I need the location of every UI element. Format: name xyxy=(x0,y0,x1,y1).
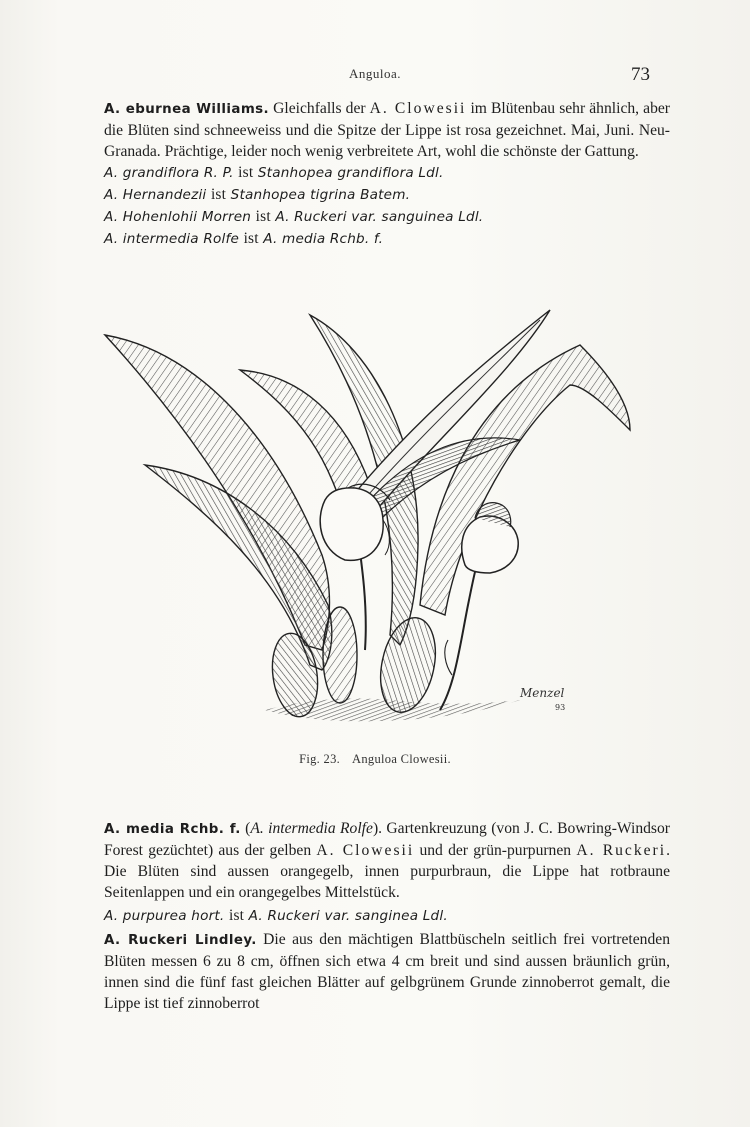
artist-signature: Menzel xyxy=(520,686,565,700)
entry-ref-clowesii: A. Clowesii xyxy=(316,842,415,859)
figure-title: Anguloa Clowesii. xyxy=(352,752,451,766)
synonym-line xyxy=(104,228,670,250)
leaf-right-drooping xyxy=(420,345,630,615)
synonym-is: ist xyxy=(210,186,227,203)
page-number: 73 xyxy=(631,64,650,85)
bottom-text-block xyxy=(104,818,670,1014)
synonym-intermedia: A. intermedia Rolfe xyxy=(250,820,373,837)
synonym-name: A. intermedia Rolfe xyxy=(104,231,240,247)
synonym-is: ist xyxy=(238,164,254,181)
synonym-name: A. Hernandezii xyxy=(104,187,207,203)
entry-name-eburnea: A. eburnea Williams. xyxy=(104,102,270,117)
entry-name-media: A. media Rchb. f. xyxy=(104,822,241,837)
synonym-target: A. media Rchb. f. xyxy=(263,231,384,247)
entry-text-b: und der grün-purpurnen xyxy=(414,842,577,859)
entry-text-b: im Blütenbau sehr ähnlich, aber die Blüten sind schneeweiss und die Spitze der Lippe ist rosa gezeichnet. Mai, Juni. Neu-Granada. Prächtige, leider noch wenig verbreitete Art, wohl die schönste der Gattung. xyxy=(104,100,670,160)
entry-ref-clowesii: A. Clowesii xyxy=(369,100,467,117)
entry-media xyxy=(104,818,670,903)
artist-signature-year: 93 xyxy=(555,703,566,712)
synonym-name: A. Hohenlohii Morren xyxy=(104,209,252,225)
synonym-target: A. Ruckeri var. sanguinea Ldl. xyxy=(275,209,484,225)
synonym-name: A. purpurea hort. xyxy=(104,908,225,924)
synonym-name: A. grandiflora R. P. xyxy=(104,165,234,181)
entry-ruckeri xyxy=(104,929,670,1014)
entry-ref-ruckeri: A. Ruckeri xyxy=(576,842,667,859)
pseudobulb xyxy=(323,607,357,703)
synonym-is: ist xyxy=(255,208,271,225)
entry-eburnea xyxy=(104,98,670,162)
paren-close: ). xyxy=(372,820,383,837)
entry-text: Die aus den mächtigen Blattbüscheln seitlich frei vortretenden Blüten messen 6 zu 8 cm, öffnen sich etwa 4 cm breit und sind aussen bräunlich grün, innen sind die fünf fast gleichen Blätter auf gelbgrünem Grunde zinnoberrot gemalt, die Lippe ist tief zinnoberrot xyxy=(104,931,670,1012)
figure-caption xyxy=(0,752,750,767)
synonym-line xyxy=(104,162,670,184)
entry-text-a: Gartenkreuzung (von J. C. Bowring-Windsor Forest gezüchtet) aus der gelben xyxy=(104,820,670,859)
synonym-line xyxy=(104,206,670,228)
synonym-target: Stanhopea tigrina Batem. xyxy=(230,187,411,203)
synonym-target: A. Ruckeri var. sanginea Ldl. xyxy=(248,908,448,924)
synonym-is: ist xyxy=(228,907,245,924)
top-text-block xyxy=(104,98,670,250)
entry-text-c: . Die Blüten sind aussen orangegelb, innen purpurbraun, die Lippe hat rotbraune Seitenlappen und ein orangegelbes Mittelstück. xyxy=(104,842,670,901)
synonym-line xyxy=(104,184,670,206)
orchid-illustration xyxy=(100,305,640,730)
entry-text-a: Gleichfalls der xyxy=(273,100,370,117)
synonym-is: ist xyxy=(243,230,259,247)
paren-open: ( xyxy=(245,820,251,837)
running-title: Anguloa. xyxy=(348,66,402,81)
synonym-target: Stanhopea grandiflora Ldl. xyxy=(257,165,444,181)
synonym-line xyxy=(104,905,670,927)
entry-name-ruckeri: A. Ruckeri Lindley. xyxy=(104,933,257,948)
figure-number: Fig. 23. xyxy=(299,752,341,766)
